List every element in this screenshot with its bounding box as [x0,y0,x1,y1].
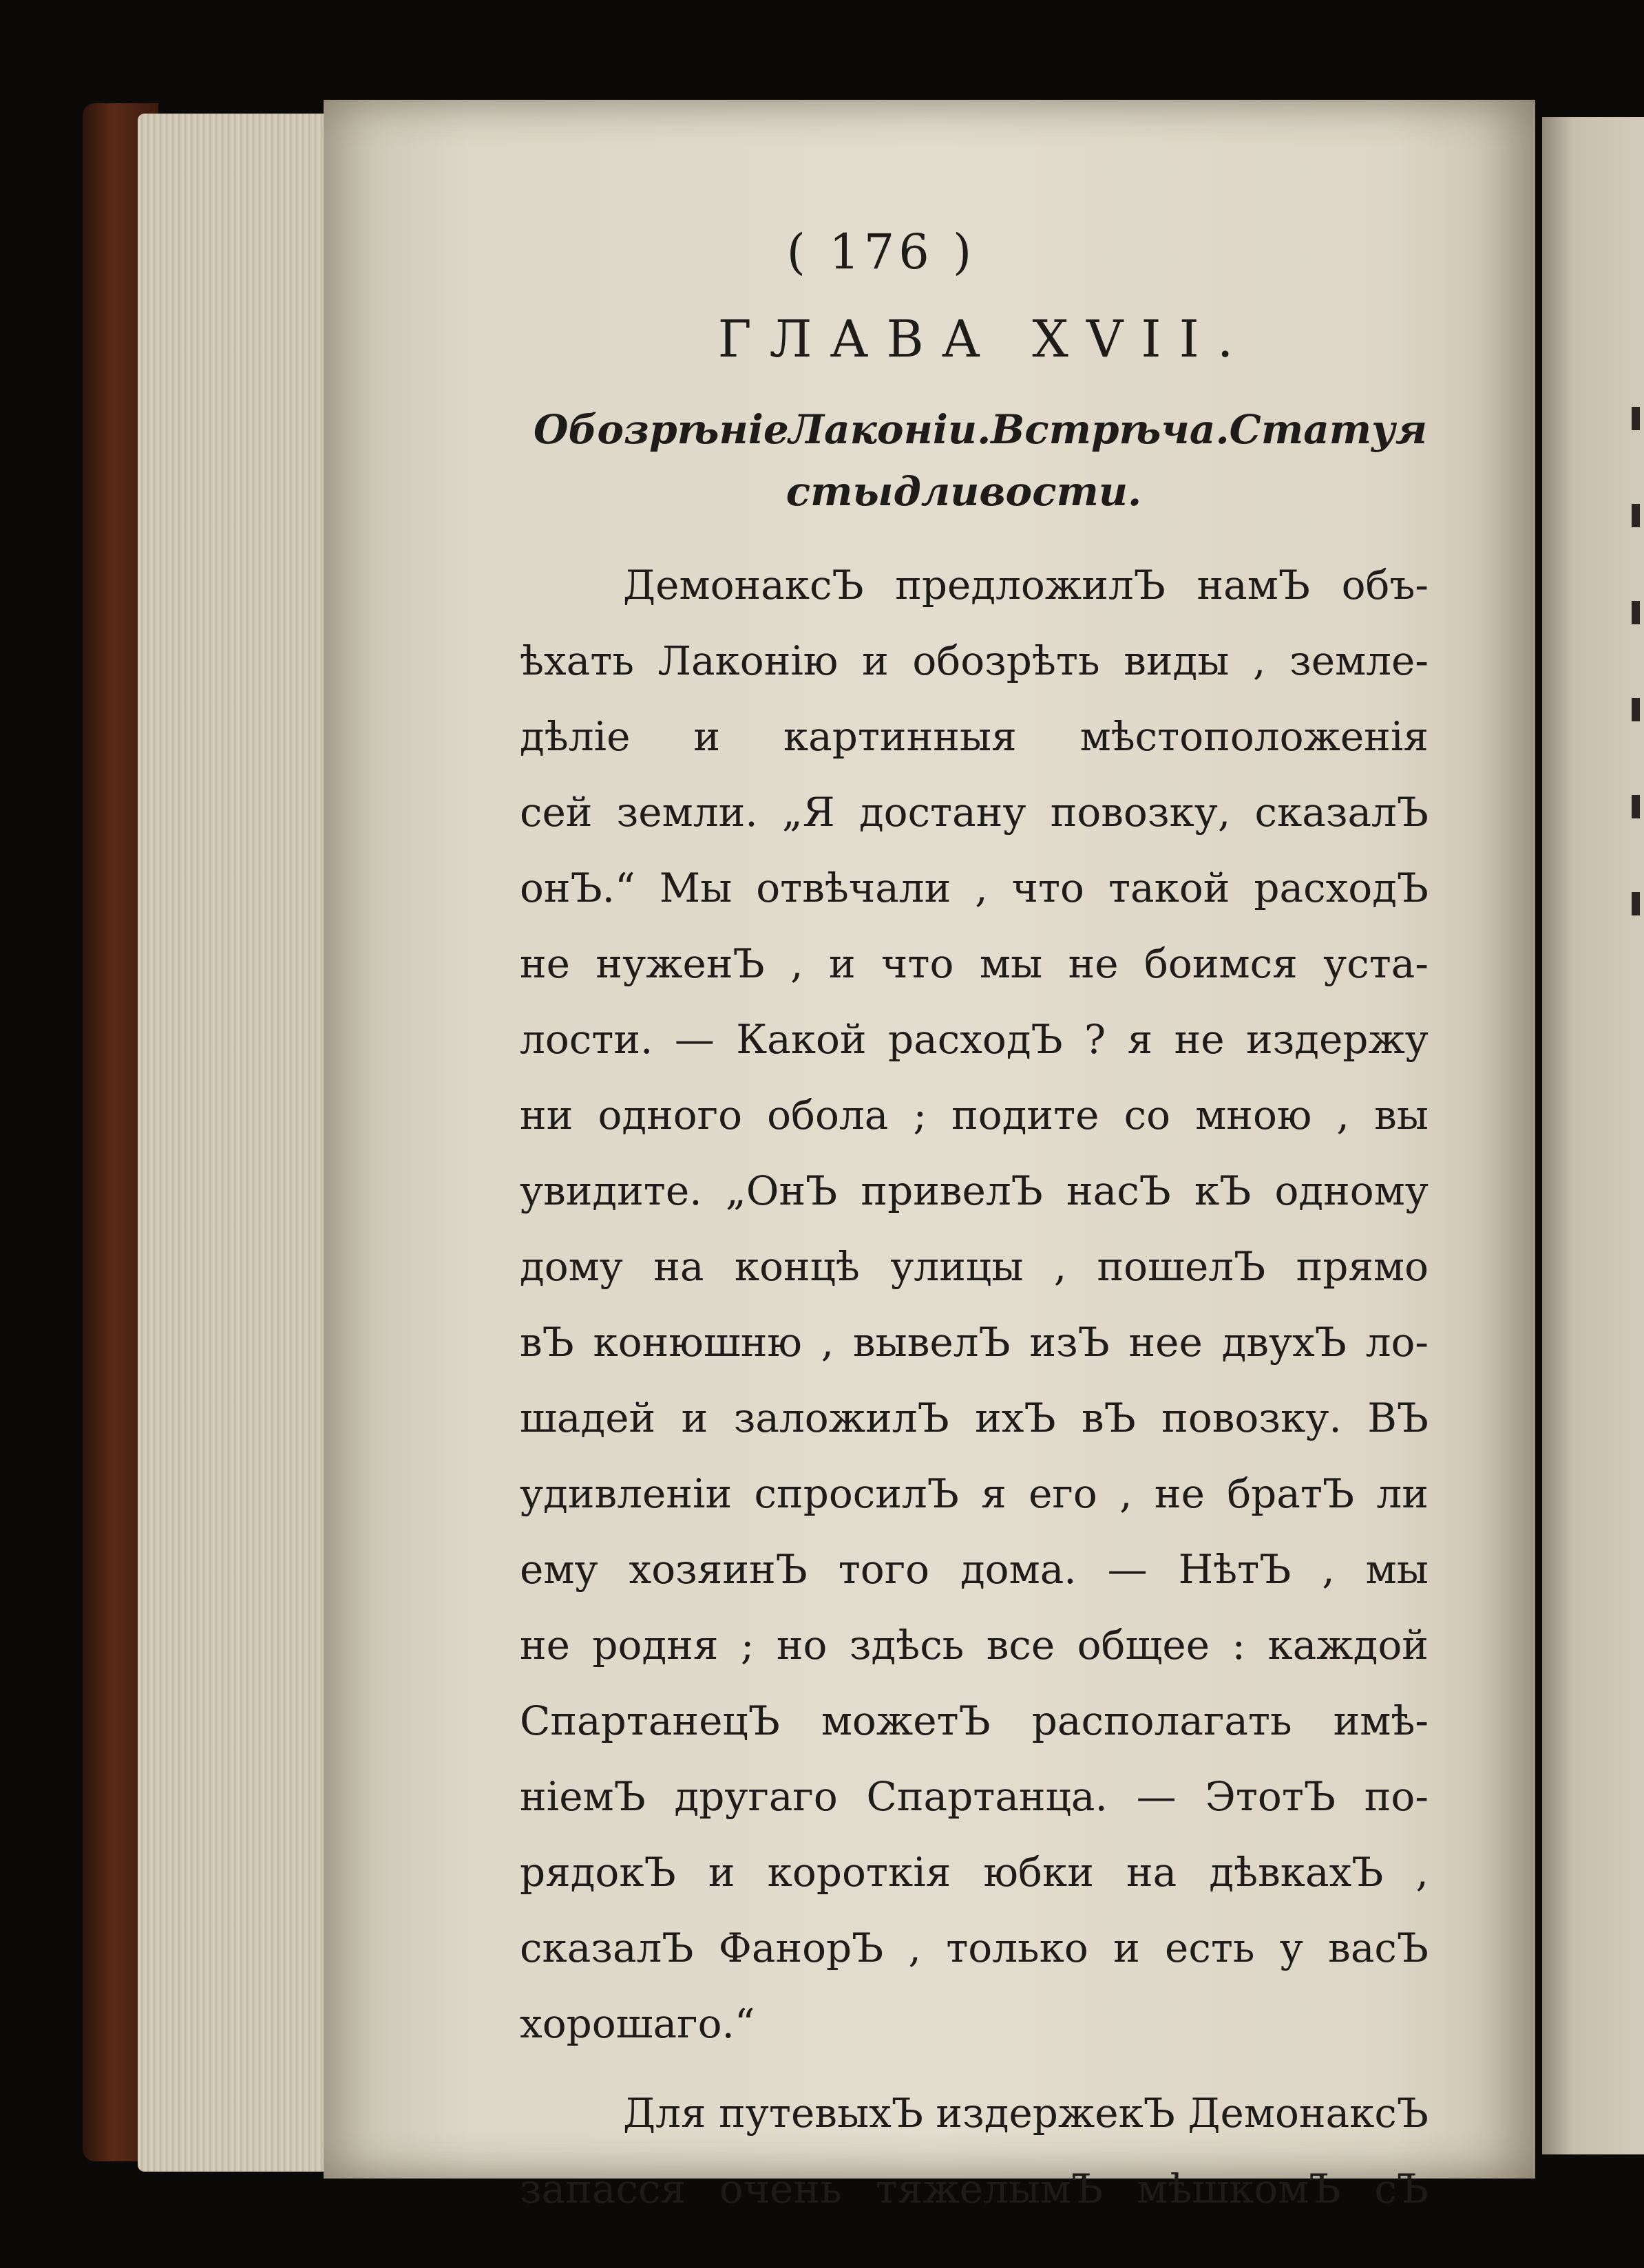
text-line: лости. — Какой расходЪ ? я не издержу [520,1016,1429,1063]
text-line: дѣліе и картинныя мѣстоположенія [520,713,1429,760]
text-line: ніемЪ другаго Спартанца. — ЭтотЪ по- [520,1773,1429,1820]
text-line: шадей и заложилЪ ихЪ вЪ повозку. ВЪ [520,1395,1429,1441]
text-line: рядокЪ и короткія юбки на дѣвкахЪ , [520,1849,1429,1896]
subtitle-word: Лаконіи. [788,406,991,453]
text-line: удивленіи спросилЪ я его , не братЪ ли [520,1470,1429,1517]
chapter-subtitle-line-2: стыдливости. [786,468,1142,515]
body-text [520,547,1429,2227]
text-line: сей земли. „Я достану повозку, сказалЪ [520,789,1429,836]
subtitle-word: Статуя [1229,406,1427,453]
chapter-subtitle-line-1 [534,406,1427,453]
text-line: ДемонаксЪ предложилЪ намЪ объ- [623,562,1429,608]
subtitle-word: Обозрѣніе [534,406,789,453]
text-line: ни одного обола ; подите со мною , вы [520,1092,1429,1138]
text-line: увидите. „ОнЪ привелЪ насЪ кЪ одному [520,1167,1429,1214]
subtitle-word: Встрѣча. [991,406,1230,453]
text-line: дому на концѣ улицы , пошелЪ прямо [520,1243,1429,1290]
text-line: не нуженЪ , и что мы не боимся уста- [520,940,1429,987]
text-line: ѣхать Лаконію и обозрѣть виды , земле- [520,637,1429,684]
page-block-edges [138,114,344,2172]
text-line: Для путевыхЪ издержекЪ ДемонаксЪ [623,2090,1429,2137]
text-line: хорошаго.“ [520,2000,755,2047]
chapter-heading: ГЛАВА XVII. [717,310,1252,369]
text-line: вЪ конюшню , вывелЪ изЪ нее двухЪ ло- [520,1319,1429,1366]
text-line: сказалЪ ФанорЪ , только и есть у васЪ [520,1925,1429,1971]
text-line: запасся очень тяжелымЪ мѣшкомЪ сЪ [520,2165,1429,2212]
facing-page-text-marks [1632,358,1644,964]
page-number: ( 176 ) [786,224,976,280]
text-line: не родня ; но здѣсь все общее : каждой [520,1622,1429,1668]
text-line: СпартанецЪ можетЪ располагать имѣ- [520,1697,1429,1744]
facing-page-edge [1542,117,1644,2154]
text-line: ему хозяинЪ того дома. — НѣтЪ , мы [520,1546,1429,1593]
text-line: онЪ.“ Мы отвѣчали , что такой расходЪ [520,865,1429,911]
